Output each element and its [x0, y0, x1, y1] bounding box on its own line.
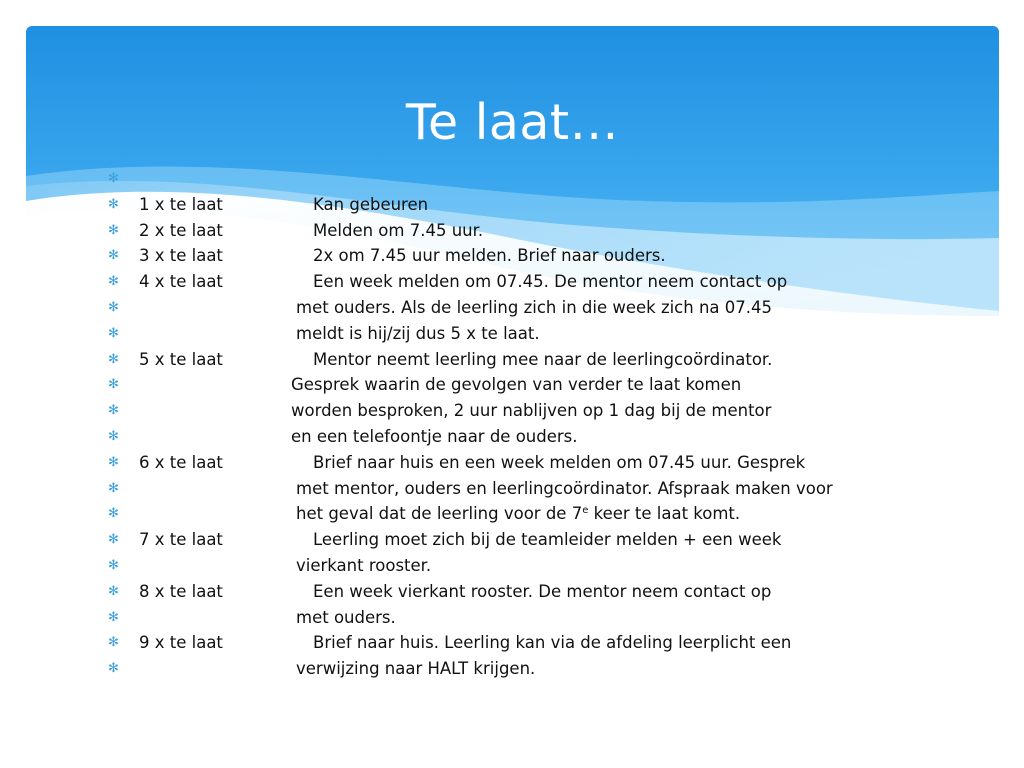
asterisk-bullet-icon: ✻	[108, 429, 119, 444]
list-item	[0, 295, 1000, 321]
asterisk-bullet-icon: ✻	[108, 351, 119, 367]
row-text-main: 2x om 7.45 uur melden. Brief naar ouders.	[313, 246, 666, 266]
row-text	[291, 424, 578, 450]
row-text	[313, 527, 782, 553]
list-item	[0, 630, 1000, 656]
row-label: 7 x te laat	[139, 530, 223, 550]
list-item	[0, 243, 1000, 269]
row-text	[296, 295, 772, 321]
row-text-main: het geval dat de leerling voor de 7	[296, 504, 583, 524]
asterisk-bullet-icon: ✻	[108, 635, 119, 651]
asterisk-bullet-icon: ✻	[108, 480, 119, 496]
list-item	[0, 501, 1000, 527]
row-text-main: Kan gebeuren	[313, 194, 429, 214]
asterisk-bullet-icon: ✻	[108, 222, 119, 238]
asterisk-bullet-icon: ✻	[108, 661, 119, 677]
row-label: 3 x te laat	[139, 246, 223, 266]
row-text-main: met ouders.	[296, 607, 396, 627]
asterisk-bullet-icon: ✻	[108, 325, 119, 341]
list-item	[0, 527, 1000, 553]
row-label: 4 x te laat	[139, 272, 223, 292]
asterisk-bullet-icon: ✻	[108, 171, 119, 186]
list-item	[0, 269, 1000, 295]
asterisk-bullet-icon: ✻	[108, 377, 119, 393]
row-text	[313, 347, 772, 373]
row-text-main: Gesprek waarin de gevolgen van verder te laat komen	[291, 375, 742, 395]
row-text	[313, 269, 787, 295]
list-item	[0, 579, 1000, 605]
row-text-main: Leerling moet zich bij de teamleider melden + een week	[313, 530, 782, 550]
list-item	[0, 192, 1000, 218]
slide-title: Te laat…	[405, 94, 620, 151]
asterisk-bullet-icon: ✻	[108, 300, 119, 315]
row-label: 6 x te laat	[139, 452, 223, 472]
asterisk-bullet-icon: ✻	[108, 454, 119, 470]
row-label: 9 x te laat	[139, 633, 223, 653]
asterisk-bullet-icon: ✻	[108, 403, 119, 419]
ordinal-suffix: e	[582, 505, 589, 517]
asterisk-bullet-icon: ✻	[108, 532, 119, 548]
row-text-main: Melden om 7.45 uur.	[313, 220, 484, 240]
row-text	[313, 630, 791, 656]
row-text	[296, 501, 740, 527]
row-text	[296, 553, 431, 579]
list-item	[0, 321, 1000, 347]
row-text	[296, 321, 540, 347]
row-text	[313, 243, 666, 269]
asterisk-bullet-icon: ✻	[108, 274, 119, 290]
row-text-main: Brief naar huis. Leerling kan via de afdeling leerplicht een	[313, 633, 792, 653]
list-item	[0, 450, 1000, 476]
asterisk-bullet-icon: ✻	[108, 609, 119, 625]
row-text	[313, 450, 805, 476]
row-text-main: Mentor neemt leerling mee naar de leerlingcoördinator.	[313, 349, 773, 369]
asterisk-bullet-icon: ✻	[108, 196, 119, 212]
list-item	[0, 424, 1000, 450]
asterisk-bullet-icon: ✻	[108, 506, 119, 522]
row-text-main: vierkant rooster.	[296, 556, 432, 575]
row-text	[313, 579, 771, 605]
row-text	[296, 476, 833, 502]
row-text-main: met mentor, ouders en leerlingcoördinator. Afspraak maken voor	[296, 478, 833, 498]
row-text-main: verwijzing naar HALT krijgen.	[296, 659, 536, 679]
list-item	[0, 372, 1000, 398]
row-text	[296, 656, 535, 682]
list-item	[0, 347, 1000, 373]
row-label: 8 x te laat	[139, 581, 223, 601]
list-item	[0, 605, 1000, 631]
row-text-main: worden besproken, 2 uur nablijven op 1 dag bij de mentor	[291, 401, 772, 421]
row-text	[313, 218, 483, 244]
row-text	[291, 398, 771, 424]
asterisk-bullet-icon: ✻	[108, 583, 119, 599]
row-text-main: Een week melden om 07.45. De mentor neem contact op	[313, 272, 788, 292]
list-item	[0, 218, 1000, 244]
list-item	[0, 553, 1000, 579]
list-item	[0, 656, 1000, 682]
row-text-main: Brief naar huis en een week melden om 07.45 uur. Gesprek	[313, 452, 806, 472]
asterisk-bullet-icon: ✻	[108, 558, 119, 573]
row-text-main: en een telefoontje naar de ouders.	[291, 427, 578, 446]
list-item	[0, 476, 1000, 502]
row-text-main: meldt is hij/zij dus 5 x te laat.	[296, 323, 540, 343]
row-text-main: Een week vierkant rooster. De mentor neem contact op	[313, 581, 772, 601]
row-label: 1 x te laat	[139, 194, 223, 214]
asterisk-bullet-icon: ✻	[108, 248, 119, 264]
list-item	[0, 398, 1000, 424]
row-text	[291, 372, 741, 398]
row-text	[313, 192, 428, 218]
row-label: 2 x te laat	[139, 220, 223, 240]
row-text-after: keer te laat komt.	[588, 504, 741, 524]
list-item	[0, 166, 1000, 192]
row-text-main: met ouders. Als de leerling zich in die week zich na 07.45	[296, 298, 773, 317]
row-text	[296, 605, 396, 631]
row-label: 5 x te laat	[139, 349, 223, 369]
